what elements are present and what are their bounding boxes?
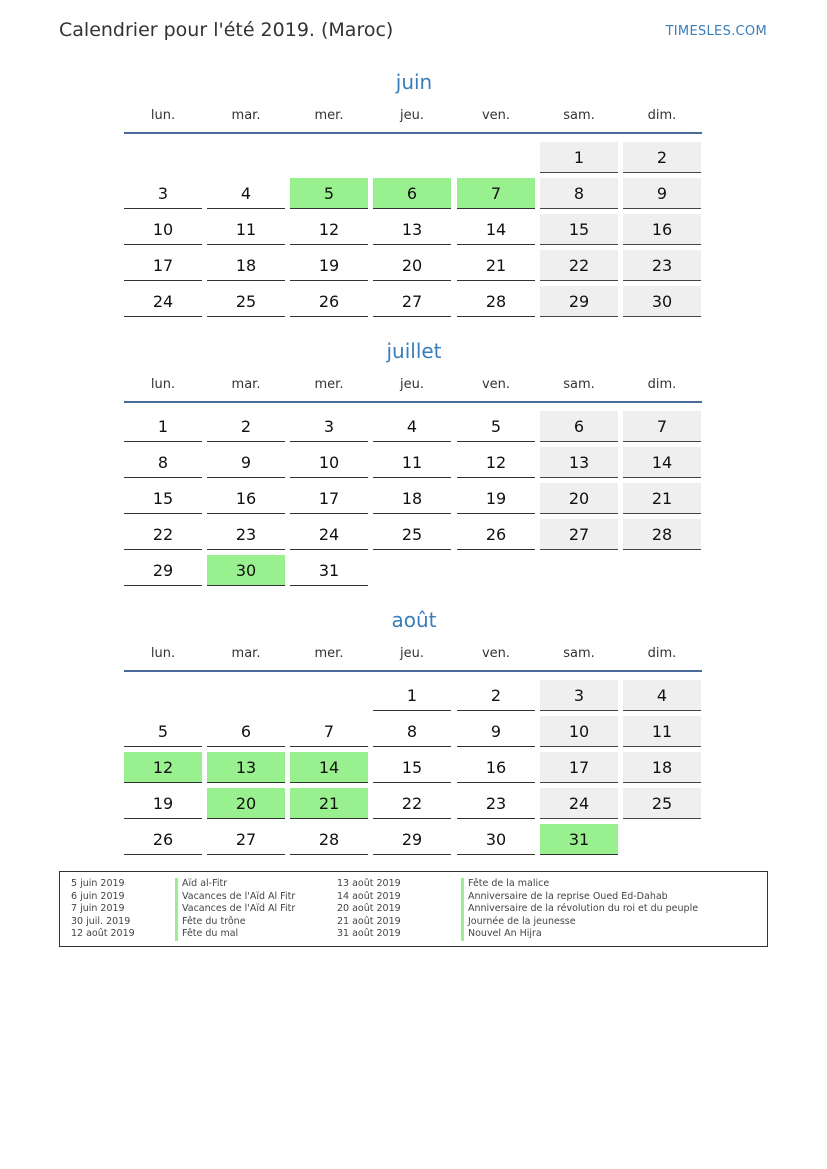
- day-cell[interactable]: 12: [457, 447, 535, 478]
- weekday-label: sam.: [563, 646, 595, 661]
- day-cell[interactable]: 17: [540, 752, 618, 783]
- day-cell[interactable]: 9: [207, 447, 285, 478]
- day-cell[interactable]: 24: [540, 788, 618, 819]
- day-cell[interactable]: 5: [457, 411, 535, 442]
- month-2: [124, 603, 704, 849]
- legend-holiday-name: Fête du mal: [175, 928, 238, 941]
- weekday-label: lun.: [150, 646, 176, 661]
- holiday-day-cell[interactable]: 30: [207, 555, 285, 586]
- day-cell[interactable]: 11: [623, 716, 701, 747]
- month-name: août: [391, 608, 437, 632]
- day-cell[interactable]: 4: [623, 680, 701, 711]
- weekday-label: ven.: [481, 646, 511, 661]
- day-cell[interactable]: 8: [540, 178, 618, 209]
- header-rule: [124, 132, 702, 134]
- day-cell[interactable]: 10: [124, 214, 202, 245]
- weekday-label: sam.: [563, 108, 595, 123]
- header-rule: [124, 670, 702, 672]
- day-cell[interactable]: 9: [623, 178, 701, 209]
- weekday-label: lun.: [150, 108, 176, 123]
- day-cell[interactable]: 17: [290, 483, 368, 514]
- month-0: [124, 65, 704, 311]
- page-title: Calendrier pour l'été 2019. (Maroc): [59, 19, 394, 41]
- day-cell[interactable]: 11: [207, 214, 285, 245]
- day-cell[interactable]: 10: [290, 447, 368, 478]
- holiday-legend: [59, 871, 768, 947]
- day-cell[interactable]: 26: [124, 824, 202, 855]
- day-cell[interactable]: 9: [457, 716, 535, 747]
- day-cell[interactable]: 29: [540, 286, 618, 317]
- day-cell[interactable]: 28: [457, 286, 535, 317]
- day-cell[interactable]: 7: [290, 716, 368, 747]
- legend-holiday-name: Vacances de l'Aïd Al Fitr: [175, 891, 295, 904]
- day-cell[interactable]: 6: [207, 716, 285, 747]
- day-cell[interactable]: 7: [623, 411, 701, 442]
- day-cell[interactable]: 19: [124, 788, 202, 819]
- holiday-day-cell[interactable]: 13: [207, 752, 285, 783]
- day-cell[interactable]: 18: [373, 483, 451, 514]
- day-cell[interactable]: 24: [124, 286, 202, 317]
- day-cell[interactable]: 3: [124, 178, 202, 209]
- day-cell[interactable]: 1: [373, 680, 451, 711]
- day-cell[interactable]: 25: [623, 788, 701, 819]
- day-cell[interactable]: 3: [290, 411, 368, 442]
- day-cell[interactable]: 26: [457, 519, 535, 550]
- month-name: juin: [395, 70, 433, 94]
- weekday-header: [124, 369, 704, 405]
- day-cell[interactable]: 1: [540, 142, 618, 173]
- month-1: [124, 334, 704, 580]
- day-cell[interactable]: 29: [373, 824, 451, 855]
- day-cell[interactable]: 14: [623, 447, 701, 478]
- day-cell[interactable]: 19: [290, 250, 368, 281]
- weekday-label: lun.: [150, 377, 176, 392]
- legend-holiday-name: Nouvel An Hijra: [461, 928, 542, 941]
- day-cell[interactable]: 10: [540, 716, 618, 747]
- legend-date: 20 août 2019: [337, 903, 401, 915]
- day-cell[interactable]: 23: [623, 250, 701, 281]
- weekday-header: [124, 100, 704, 136]
- day-cell[interactable]: 20: [540, 483, 618, 514]
- day-cell[interactable]: 2: [457, 680, 535, 711]
- legend-holiday-name: Fête de la malice: [461, 878, 549, 891]
- weekday-label: mer.: [314, 108, 344, 123]
- day-cell[interactable]: 14: [457, 214, 535, 245]
- day-cell[interactable]: 4: [373, 411, 451, 442]
- day-cell[interactable]: 23: [207, 519, 285, 550]
- header-rule: [124, 401, 702, 403]
- legend-date: 5 juin 2019: [71, 878, 125, 889]
- day-cell[interactable]: 16: [207, 483, 285, 514]
- day-cell[interactable]: 1: [124, 411, 202, 442]
- day-cell[interactable]: 15: [540, 214, 618, 245]
- day-cell[interactable]: 15: [124, 483, 202, 514]
- day-cell[interactable]: 17: [124, 250, 202, 281]
- weekday-label: jeu.: [400, 377, 424, 392]
- day-cell[interactable]: 22: [540, 250, 618, 281]
- day-cell[interactable]: 16: [457, 752, 535, 783]
- day-cell[interactable]: 31: [290, 555, 368, 586]
- day-cell[interactable]: 12: [290, 214, 368, 245]
- day-cell[interactable]: 21: [623, 483, 701, 514]
- holiday-day-cell[interactable]: 20: [207, 788, 285, 819]
- legend-date: 6 juin 2019: [71, 890, 125, 902]
- legend-date: 7 juin 2019: [71, 903, 125, 915]
- day-cell[interactable]: 25: [207, 286, 285, 317]
- day-cell[interactable]: 22: [373, 788, 451, 819]
- day-cell[interactable]: 20: [373, 250, 451, 281]
- weekday-label: jeu.: [400, 108, 424, 123]
- weekday-label: dim.: [647, 108, 677, 123]
- holiday-day-cell[interactable]: 7: [457, 178, 535, 209]
- legend-date: 13 août 2019: [337, 878, 401, 889]
- weekday-label: dim.: [647, 377, 677, 392]
- day-cell[interactable]: 25: [373, 519, 451, 550]
- day-cell[interactable]: 22: [124, 519, 202, 550]
- day-cell[interactable]: 30: [623, 286, 701, 317]
- weekday-label: mar.: [231, 646, 261, 661]
- day-cell[interactable]: 16: [623, 214, 701, 245]
- day-cell[interactable]: 2: [623, 142, 701, 173]
- weekday-header: [124, 638, 704, 674]
- day-cell[interactable]: 13: [373, 214, 451, 245]
- weekday-label: ven.: [481, 108, 511, 123]
- day-cell[interactable]: 8: [124, 447, 202, 478]
- holiday-day-cell[interactable]: 6: [373, 178, 451, 209]
- legend-holiday-name: Journée de la jeunesse: [461, 916, 576, 929]
- weekday-label: ven.: [481, 377, 511, 392]
- weekday-label: dim.: [647, 646, 677, 661]
- day-cell[interactable]: 11: [373, 447, 451, 478]
- legend-date: 30 juil. 2019: [71, 915, 131, 927]
- day-cell[interactable]: 28: [623, 519, 701, 550]
- day-cell[interactable]: 27: [207, 824, 285, 855]
- day-cell[interactable]: 24: [290, 519, 368, 550]
- legend-holiday-name: Fête du trône: [175, 916, 246, 929]
- day-cell[interactable]: 2: [207, 411, 285, 442]
- day-cell[interactable]: 29: [124, 555, 202, 586]
- legend-holiday-name: Aïd al-Fitr: [175, 878, 227, 891]
- legend-holiday-name: Anniversaire de la reprise Oued Ed-Dahab: [461, 891, 668, 904]
- day-cell[interactable]: 5: [124, 716, 202, 747]
- day-cell[interactable]: 23: [457, 788, 535, 819]
- legend-date: 12 août 2019: [71, 928, 135, 940]
- day-cell[interactable]: 19: [457, 483, 535, 514]
- weekday-label: mer.: [314, 646, 344, 661]
- day-cell[interactable]: 15: [373, 752, 451, 783]
- weekday-label: sam.: [563, 377, 595, 392]
- day-cell[interactable]: 26: [290, 286, 368, 317]
- legend-holiday-name: Vacances de l'Aïd Al Fitr: [175, 903, 295, 916]
- holiday-day-cell[interactable]: 31: [540, 824, 618, 855]
- brand-link[interactable]: TIMESLES.COM: [665, 24, 767, 39]
- weekday-label: mer.: [314, 377, 344, 392]
- legend-date: 14 août 2019: [337, 890, 401, 902]
- day-cell[interactable]: 18: [623, 752, 701, 783]
- weekday-label: mar.: [231, 377, 261, 392]
- day-cell[interactable]: 6: [540, 411, 618, 442]
- day-cell[interactable]: 13: [540, 447, 618, 478]
- day-cell[interactable]: 3: [540, 680, 618, 711]
- month-name: juillet: [386, 339, 442, 363]
- holiday-day-cell[interactable]: 21: [290, 788, 368, 819]
- legend-date: 31 août 2019: [337, 928, 401, 940]
- holiday-day-cell[interactable]: 12: [124, 752, 202, 783]
- day-cell[interactable]: 27: [373, 286, 451, 317]
- day-cell[interactable]: 4: [207, 178, 285, 209]
- day-cell[interactable]: 30: [457, 824, 535, 855]
- weekday-label: mar.: [231, 108, 261, 123]
- holiday-day-cell[interactable]: 14: [290, 752, 368, 783]
- legend-date: 21 août 2019: [337, 915, 401, 927]
- day-cell[interactable]: 28: [290, 824, 368, 855]
- day-cell[interactable]: 18: [207, 250, 285, 281]
- day-cell[interactable]: 21: [457, 250, 535, 281]
- day-cell[interactable]: 8: [373, 716, 451, 747]
- weekday-label: jeu.: [400, 646, 424, 661]
- day-cell[interactable]: 27: [540, 519, 618, 550]
- legend-holiday-name: Anniversaire de la révolution du roi et du peuple: [461, 903, 698, 916]
- holiday-day-cell[interactable]: 5: [290, 178, 368, 209]
